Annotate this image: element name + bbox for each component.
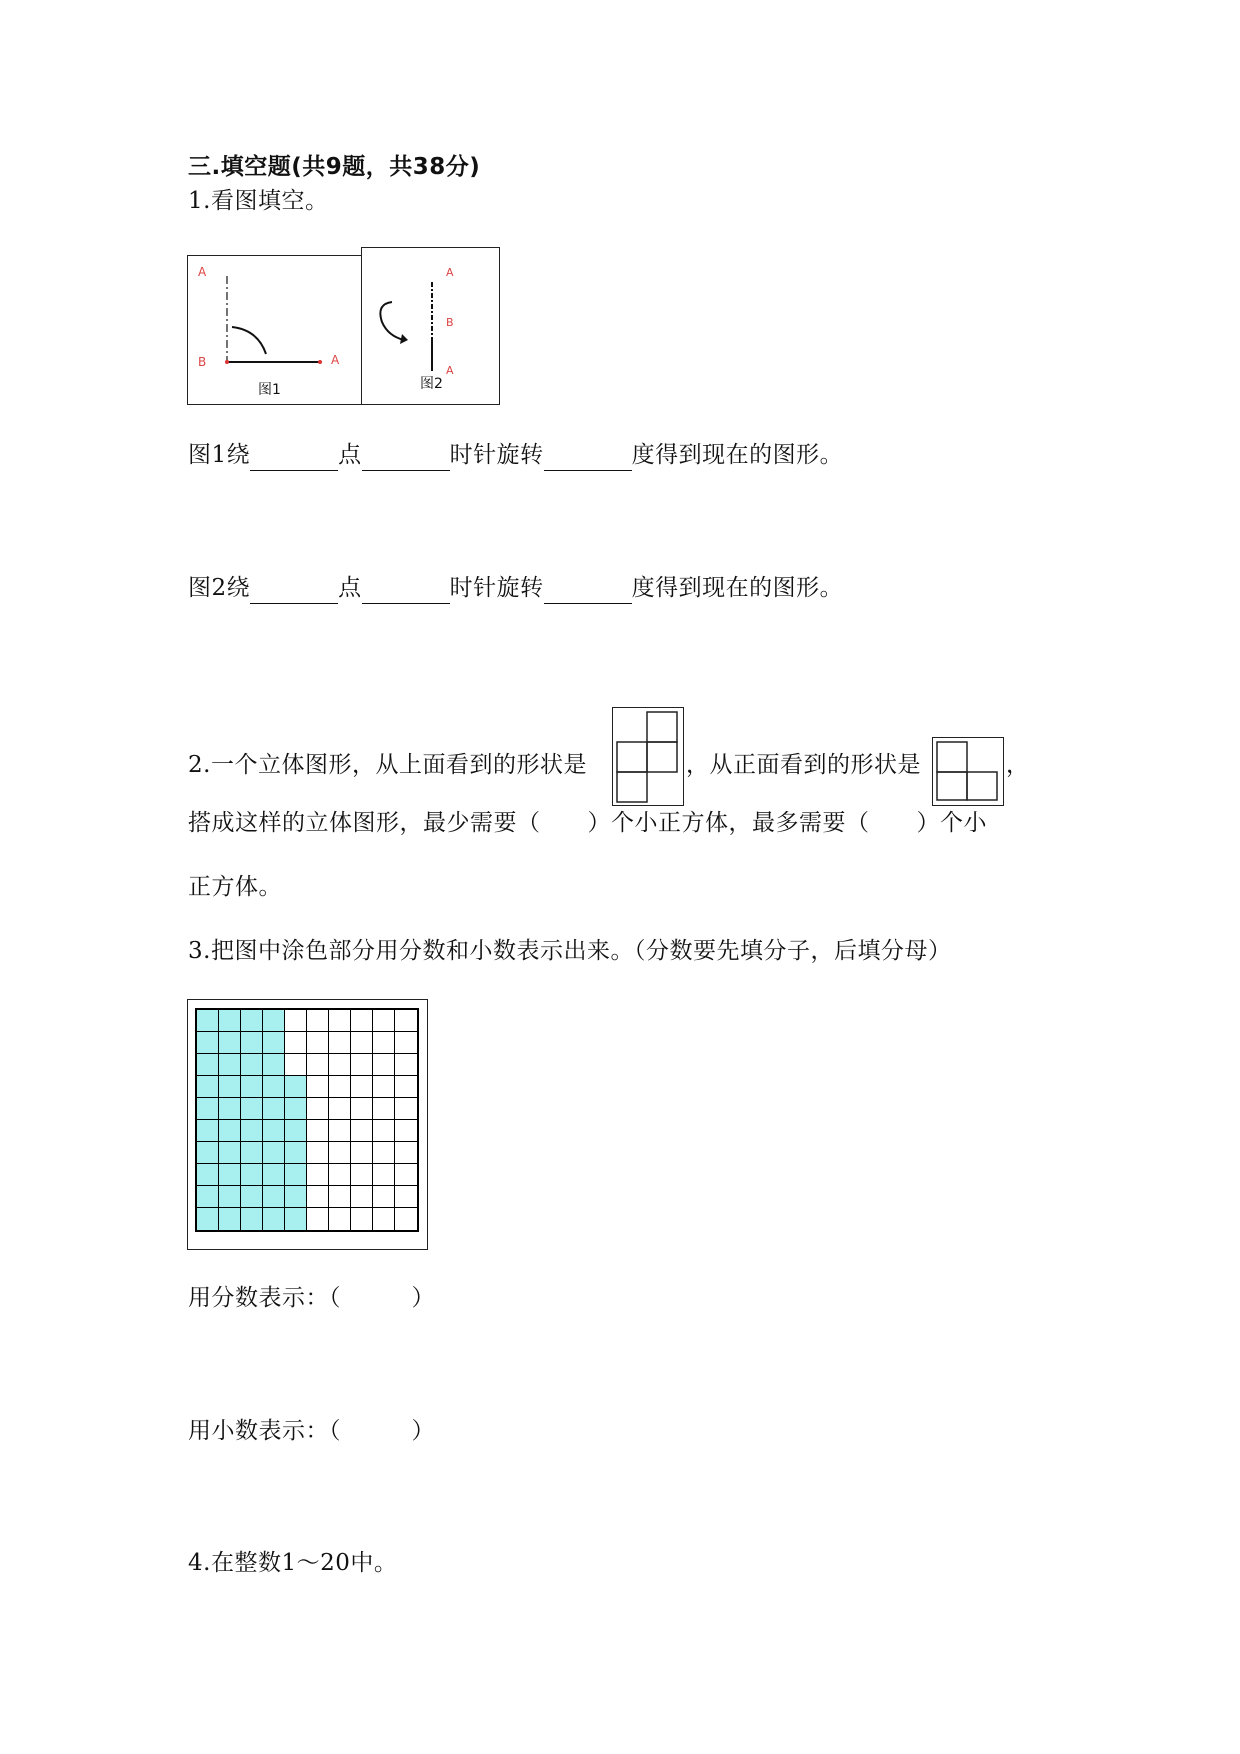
grid-cell [197,1076,219,1098]
grid-cell [395,1208,417,1230]
grid-cell [285,1120,307,1142]
blank-1b[interactable] [362,440,450,471]
grid-cell [395,1098,417,1120]
fig1-label-a-right: A [331,353,340,367]
grid-cell [197,1098,219,1120]
grid-cell [263,1076,285,1098]
grid-cell [351,1208,373,1230]
grid-cell [197,1164,219,1186]
figure-2-drawing [362,248,499,404]
grid-cell [219,1054,241,1076]
grid-cell [395,1186,417,1208]
fraction-answer-line: 用分数表示：（ ） [188,1285,435,1311]
question-2-part-2: ，从正面看到的形状是 [686,752,921,778]
grid-cell [197,1120,219,1142]
grid-cell [241,1120,263,1142]
grid-cell [285,1010,307,1032]
grid-cell [373,1120,395,1142]
grid-cell [329,1076,351,1098]
grid-cell [307,1010,329,1032]
grid-cell [219,1032,241,1054]
grid-cell [351,1076,373,1098]
grid-cell [329,1010,351,1032]
grid-cell [307,1208,329,1230]
grid-cell [241,1076,263,1098]
grid-cell [307,1120,329,1142]
grid-cell [219,1164,241,1186]
question-2-part-1: 2.一个立体图形，从上面看到的形状是 [188,752,587,778]
grid-cell [351,1098,373,1120]
grid-cell [197,1054,219,1076]
line1-p2: 时针旋转 [449,442,544,468]
grid-cell [329,1186,351,1208]
grid-cell [351,1010,373,1032]
grid-cell [219,1208,241,1230]
grid-cell [373,1164,395,1186]
question-3-prompt: 3.把图中涂色部分用分数和小数表示出来。（分数要先填分子，后填分母） [188,938,952,964]
hundred-grid-frame [187,999,428,1250]
grid-cell [241,1186,263,1208]
grid-cell [219,1142,241,1164]
line1-end: 度得到现在的图形。 [631,442,844,468]
grid-cell [219,1098,241,1120]
grid-cell [395,1076,417,1098]
line2-start: 图2绕 [188,575,251,601]
hundred-grid [195,1008,419,1232]
grid-cell [307,1186,329,1208]
grid-cell [197,1142,219,1164]
grid-cell [285,1208,307,1230]
grid-cell [351,1120,373,1142]
grid-cell [329,1164,351,1186]
grid-cell [263,1010,285,1032]
grid-cell [285,1164,307,1186]
grid-cell [307,1076,329,1098]
grid-cell [241,1054,263,1076]
grid-cell [241,1142,263,1164]
question-2-line-2: 搭成这样的立体图形，最少需要（ ）个小正方体，最多需要（ ）个小 [188,810,987,836]
grid-cell [285,1186,307,1208]
front-view-drawing [933,738,1003,805]
grid-cell [307,1054,329,1076]
blank-2c[interactable] [544,573,632,604]
grid-cell [307,1098,329,1120]
grid-cell [373,1142,395,1164]
grid-cell [263,1032,285,1054]
blank-1c[interactable] [544,440,632,471]
grid-cell [263,1186,285,1208]
grid-cell [219,1186,241,1208]
line2-p2: 时针旋转 [449,575,544,601]
grid-cell [307,1142,329,1164]
line1-start: 图1绕 [188,442,251,468]
grid-cell [351,1164,373,1186]
grid-cell [395,1142,417,1164]
fig2-label-a-bottom: A [446,364,454,377]
section-title: 三.填空题(共9题，共38分) [188,154,481,180]
grid-cell [307,1164,329,1186]
grid-cell [197,1186,219,1208]
fig1-label-b: B [198,355,207,369]
line2-p1: 点 [338,575,362,601]
grid-cell [197,1208,219,1230]
fig1-caption: 图1 [258,382,281,398]
question-2-line-3: 正方体。 [188,874,282,900]
grid-cell [219,1120,241,1142]
grid-cell [285,1098,307,1120]
grid-cell [219,1010,241,1032]
grid-cell [263,1054,285,1076]
question-4-prompt: 4.在整数1～20中。 [188,1550,398,1576]
grid-cell [373,1098,395,1120]
grid-cell [351,1032,373,1054]
grid-cell [329,1032,351,1054]
question-2-part-3: ， [1006,752,1030,778]
grid-cell [395,1010,417,1032]
grid-cell [373,1010,395,1032]
top-view-figure [612,707,684,806]
grid-cell [395,1120,417,1142]
grid-cell [285,1054,307,1076]
grid-cell [395,1164,417,1186]
grid-cell [241,1208,263,1230]
grid-cell [373,1054,395,1076]
grid-cell [329,1142,351,1164]
grid-cell [373,1076,395,1098]
blank-1a[interactable] [250,440,338,471]
fig2-label-a-top: A [446,266,454,279]
grid-cell [351,1186,373,1208]
grid-cell [285,1032,307,1054]
fig2-caption: 图2 [420,376,443,392]
grid-cell [395,1032,417,1054]
front-view-figure [932,737,1004,806]
grid-cell [197,1010,219,1032]
grid-cell [329,1208,351,1230]
question-1-line-1 [188,440,843,471]
blank-2a[interactable] [250,573,338,604]
grid-cell [329,1098,351,1120]
grid-cell [219,1076,241,1098]
grid-cell [351,1142,373,1164]
line2-end: 度得到现在的图形。 [631,575,844,601]
grid-cell [373,1208,395,1230]
figure-2 [361,247,500,405]
grid-cell [329,1054,351,1076]
grid-cell [241,1032,263,1054]
fig1-label-a-top: A [198,265,207,279]
grid-cell [263,1164,285,1186]
grid-cell [263,1142,285,1164]
question-1-prompt: 1.看图填空。 [188,188,329,214]
grid-cell [241,1010,263,1032]
grid-cell [395,1054,417,1076]
grid-cell [263,1098,285,1120]
grid-cell [329,1120,351,1142]
grid-cell [263,1120,285,1142]
grid-cell [197,1032,219,1054]
grid-cell [263,1208,285,1230]
line1-p1: 点 [338,442,362,468]
grid-cell [351,1054,373,1076]
grid-cell [241,1164,263,1186]
blank-2b[interactable] [362,573,450,604]
decimal-answer-line: 用小数表示：（ ） [188,1418,435,1444]
grid-cell [307,1032,329,1054]
question-1-line-2 [188,573,843,604]
grid-cell [373,1032,395,1054]
grid-cell [285,1142,307,1164]
grid-cell [285,1076,307,1098]
grid-cell [373,1186,395,1208]
fig2-label-b: B [446,316,454,329]
figure-1 [187,255,362,405]
grid-cell [241,1098,263,1120]
top-view-drawing [613,708,683,805]
figure-1-drawing [188,256,361,404]
